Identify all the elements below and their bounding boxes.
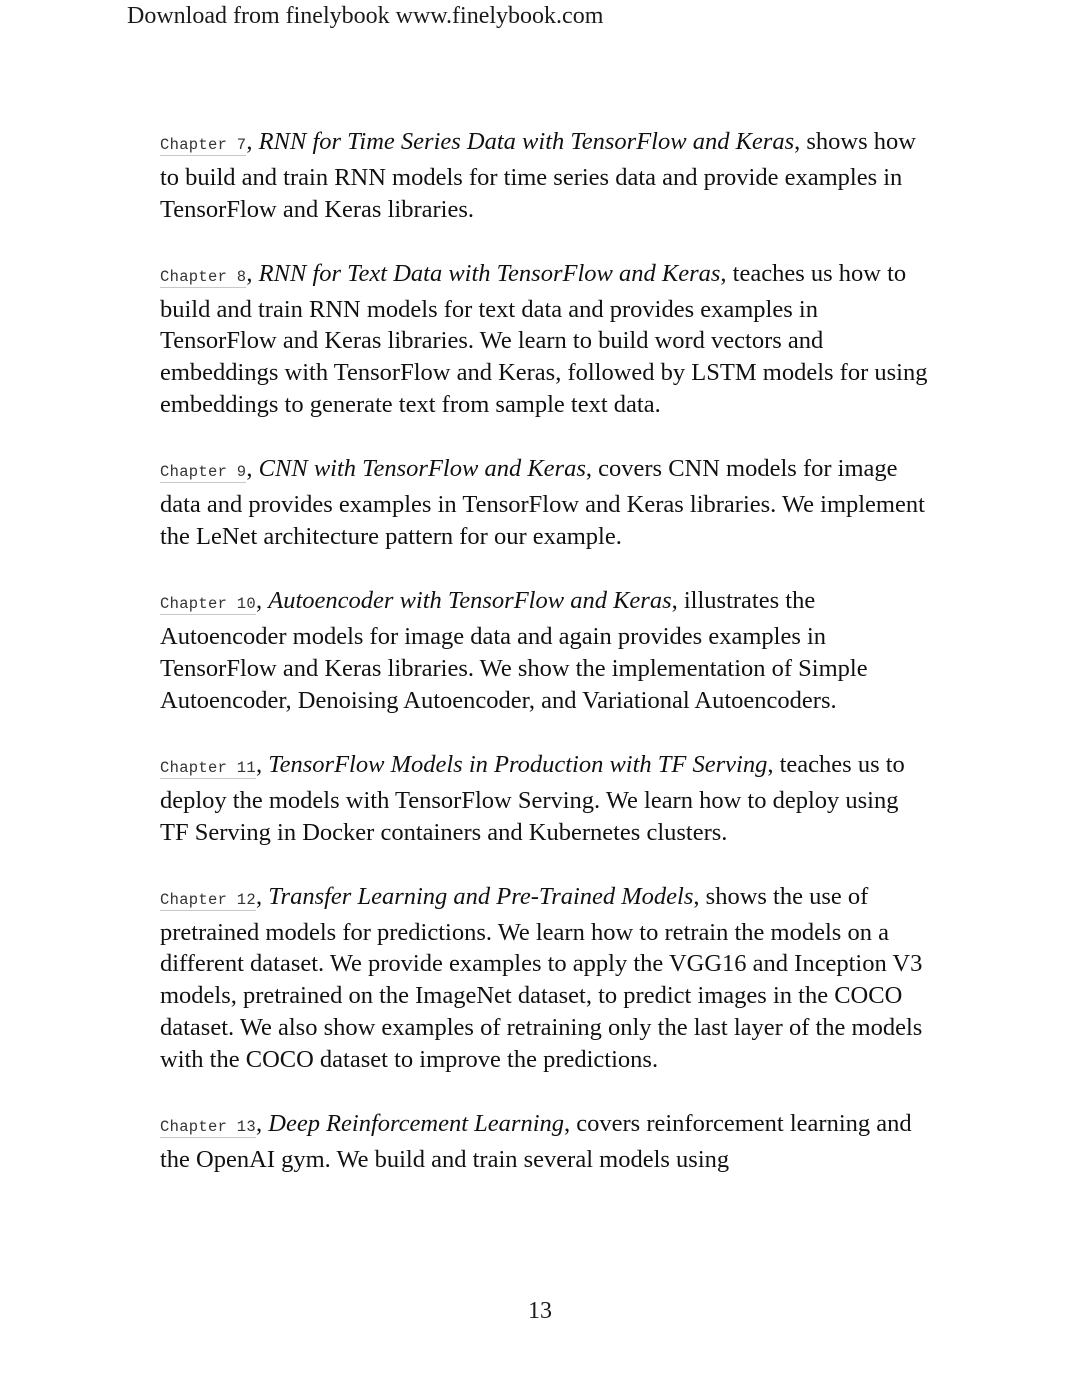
chapter-reference: Chapter 8 [160,267,247,286]
page-number: 13 [528,1298,552,1324]
chapter-title: RNN for Text Data with TensorFlow and Keras [258,259,721,287]
chapter-description: covers CNN models for image data and provides examples in TensorFlow and Keras libraries. We implement the LeNet architecture pattern for our example. [160,455,925,550]
chapter-paragraph-12: Chapter 12, Transfer Learning and Pre-Trained Models, shows the use of pretrained models for predictions. We learn how to retrain the models on a different dataset. We provide examples to apply the VGG16 and Inception V3 models, pretrained on the ImageNet dataset, to predict images in the COCO dataset. We also show examples of retraining only the last layer of the models with the COCO dataset to improve the predictions. [160,882,923,1073]
chapter-title: RNN for Time Series Data with TensorFlow and Keras [258,128,795,155]
chapter-paragraph-7: Chapter 7, RNN for Time Series Data with TensorFlow and Keras, shows how to build and train RNN models for time series data and provide examples in TensorFlow and Keras libraries. [160,128,916,223]
chapter-reference: Chapter 12 [160,890,257,909]
chapter-paragraph-9: Chapter 9, CNN with TensorFlow and Keras, covers CNN models for image data and provides examples in TensorFlow and Keras libraries. We implement the LeNet architecture pattern for our example. [160,455,925,550]
chapter-paragraph-10: Chapter 10, Autoencoder with TensorFlow and Keras, illustrates the Autoencoder models for image data and again provides examples in TensorFlow and Keras libraries. We show the implementation of Simple Autoencoder, Denoising Autoencoder, and Variational Autoencoders. [160,587,868,714]
chapter-paragraph-13: Chapter 13, Deep Reinforcement Learning, covers reinforcement learning and the OpenAI gym. We build and train several models using [160,1110,912,1173]
chapter-title: Deep Reinforcement Learning [268,1110,565,1138]
chapter-title: TensorFlow Models in Production with TF Serving [268,750,768,778]
chapter-reference: Chapter 10 [160,595,257,614]
page-body [160,126,930,1208]
chapter-description: illustrates the Autoencoder models for image data and again provides examples in TensorFlow and Keras libraries. We show the implementation of Simple Autoencoder, Denoising Autoencoder, and Variational Autoencoders. [160,587,868,714]
chapter-title: CNN with TensorFlow and Keras [258,455,586,483]
chapter-reference: Chapter 11 [160,758,257,777]
chapter-description: shows the use of pretrained models for predictions. We learn how to retrain the models on a different dataset. We provide examples to apply the VGG16 and Inception V3 models, pretrained on the ImageNet dataset, to predict images in the COCO dataset. We also show examples of retraining only the last layer of the models with the COCO dataset to improve the predictions. [160,882,923,1073]
chapter-description: covers reinforcement learning and the OpenAI gym. We build and train several models using [160,1110,912,1173]
page-header-watermark: Download from finelybook www.finelybook.com [127,3,604,29]
chapter-reference: Chapter 13 [160,1118,257,1137]
chapter-title: Transfer Learning and Pre-Trained Models [268,882,694,910]
chapter-reference: Chapter 7 [160,136,247,154]
chapter-description: teaches us how to build and train RNN models for text data and provides examples in TensorFlow and Keras libraries. We learn to build word vectors and embeddings with TensorFlow and Keras, followed by LSTM models for using embeddings to generate text from sample text data. [160,259,928,419]
chapter-paragraph-11: Chapter 11, TensorFlow Models in Production with TF Serving, teaches us to deploy the models with TensorFlow Serving. We learn how to deploy using TF Serving in Docker containers and Kubernetes clusters. [160,750,905,846]
chapter-title: Autoencoder with TensorFlow and Keras [268,587,672,615]
chapter-description: teaches us to deploy the models with TensorFlow Serving. We learn how to deploy using TF Serving in Docker containers and Kubernetes clusters. [160,750,905,846]
chapter-reference: Chapter 9 [160,463,247,482]
chapter-description: shows how to build and train RNN models for time series data and provide examples in TensorFlow and Keras libraries. [160,128,916,223]
chapter-paragraph-8: Chapter 8, RNN for Text Data with TensorFlow and Keras, teaches us how to build and train RNN models for text data and provides examples in TensorFlow and Keras libraries. We learn to build word vectors and embeddings with TensorFlow and Keras, followed by LSTM models for using embeddings to generate text from sample text data. [160,259,928,419]
